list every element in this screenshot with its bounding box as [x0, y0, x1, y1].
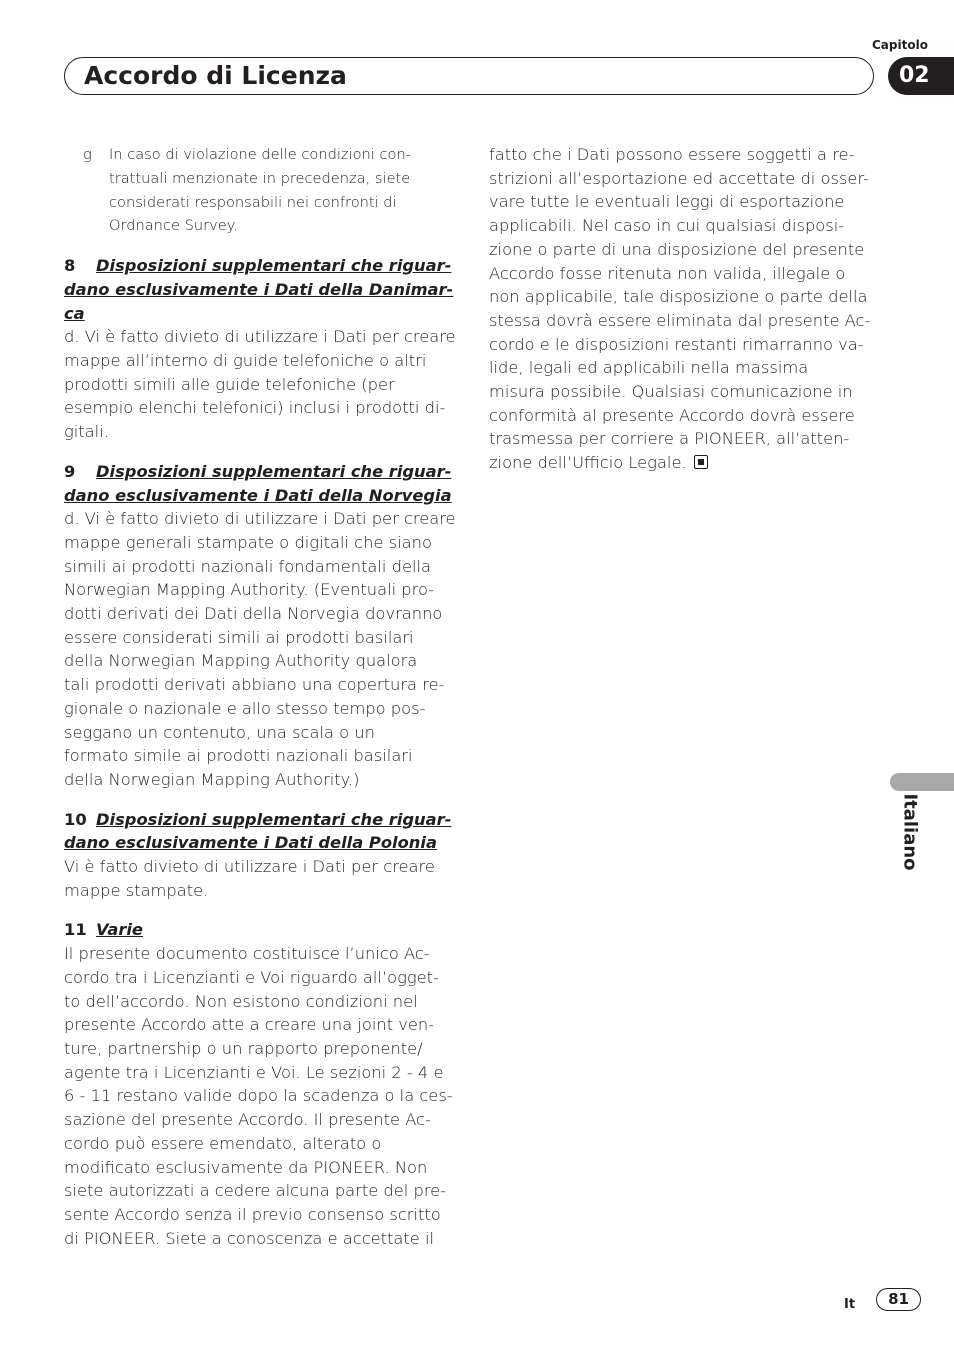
body-line: tali prodotti derivati abbiano una copertura re- [64, 675, 445, 695]
body-line: d. Vi è fatto divieto di utilizzare i Dati per creare [64, 509, 456, 529]
body-line: zione dell’Ufficio Legale. [489, 453, 687, 473]
section-heading [64, 808, 460, 832]
body-line: prodotti simili alle guide telefoniche (per [64, 374, 395, 394]
body-line: conformità al presente Accordo dovrà essere [489, 405, 855, 425]
section-9 [64, 460, 460, 792]
body-line: applicabili. Nel caso in cui qualsiasi disposi- [489, 216, 845, 236]
chapter-label: Capitolo [872, 38, 928, 52]
body-line: non applicabile, tale disposizione o parte della [489, 287, 868, 307]
section-heading [64, 460, 460, 484]
section-title-line: Varie [96, 920, 143, 940]
body-line: della Norwegian Mapping Authority.) [64, 769, 360, 789]
body-line: Vi è fatto divieto di utilizzare i Dati per creare [64, 857, 435, 877]
body-line: modificato esclusivamente da PIONEER. Non [64, 1157, 428, 1177]
body-line: stessa dovrà essere eliminata dal presente Ac- [489, 310, 871, 330]
section-title-line: dano esclusivamente i Dati della Danimar- [64, 279, 454, 299]
body-line: misura possibile. Qualsiasi comunicazione in [489, 382, 853, 402]
body-line: cordo e le disposizioni restanti rimarranno va- [489, 334, 864, 354]
bullet-line: Ordnance Survey. [109, 217, 238, 235]
footer-language-code: It [844, 1297, 856, 1312]
body-line: della Norwegian Mapping Authority qualora [64, 651, 418, 671]
section-title-line: Disposizioni supplementari che riguar- [96, 461, 452, 481]
section-heading [64, 254, 460, 278]
body-line: Accordo fosse ritenuta non valida, illegale o [489, 263, 846, 283]
language-label: Italiano [899, 793, 921, 871]
body-line: cordo tra i Licenzianti e Voi riguardo all’ogget- [64, 967, 439, 987]
section-body [64, 855, 460, 902]
bullet-line: In caso di violazione delle condizioni con- [109, 146, 411, 163]
body-line: fatto che i Dati possono essere soggetti a re- [489, 145, 855, 164]
section-body [64, 325, 460, 444]
section-body [64, 942, 460, 1250]
language-tab [890, 773, 954, 791]
body-line: ture, partnership o un rapporto preponente/ [64, 1038, 423, 1058]
body-line: 6 - 11 restano valide dopo la scadenza o la ces- [64, 1086, 453, 1106]
body-line: di PIONEER. Siete a conoscenza e accettate il [64, 1228, 435, 1248]
page-title: Accordo di Licenza [84, 61, 347, 90]
bullet-mark: g [83, 146, 92, 163]
section-heading [64, 918, 460, 942]
body-line: d. Vi è fatto divieto di utilizzare i Dati per creare [64, 327, 456, 347]
body-line: formato simile ai prodotti nazionali basilari [64, 746, 413, 766]
body-line: sente Accordo senza il previo consenso scritto [64, 1204, 441, 1224]
body-line: zione o parte di una disposizione del presente [489, 239, 865, 259]
body-line: strizioni all’esportazione ed accettate di osser- [489, 168, 869, 188]
body-line: essere considerati simili ai prodotti basilari [64, 627, 414, 647]
body-line: vare tutte le eventuali leggi di esportazione [489, 192, 845, 212]
section-8 [64, 254, 460, 444]
chapter-number-badge: 02 [888, 57, 954, 95]
right-column [489, 143, 881, 475]
body-line: mappe generali stampate o digitali che siano [64, 532, 432, 552]
body-line: lide, legali ed applicabili nella massima [489, 358, 809, 378]
page-number: 81 [876, 1288, 921, 1311]
body-line: mappe all’interno di guide telefoniche o altri [64, 351, 427, 370]
body-line: to dell’accordo. Non esistono condizioni nel [64, 991, 418, 1011]
body-line: simili ai prodotti nazionali fondamentali della [64, 556, 432, 576]
body-line: gionale o nazionale e allo stesso tempo pos- [64, 698, 426, 718]
body-line: mappe stampate. [64, 880, 209, 900]
section-number: 8 [64, 256, 76, 276]
section-number: 11 [64, 920, 87, 940]
bullet-line: trattuali menzionate in precedenza, siete [109, 169, 411, 187]
body-line: seggano un contenuto, una scala o un [64, 722, 375, 742]
section-title-line: ca [64, 303, 85, 323]
left-column [64, 143, 460, 1266]
section-10 [64, 808, 460, 903]
section-title-line: dano esclusivamente i Dati della Norvegia [64, 485, 452, 505]
body-line: trasmessa per corriere a PIONEER, all’atten- [489, 429, 850, 449]
section-title-line: Disposizioni supplementari che riguar- [96, 809, 452, 829]
end-of-section-icon [694, 455, 708, 469]
section-number: 9 [64, 461, 76, 481]
body-line: Il presente documento costituisce l’unico Ac- [64, 944, 430, 964]
section-title-line: dano esclusivamente i Dati della Polonia [64, 833, 437, 853]
bullet-line: considerati responsabili nei confronti di [109, 193, 397, 211]
body-line: gitali. [64, 422, 109, 442]
section-number: 10 [64, 809, 87, 829]
body-line: dotti derivati dei Dati della Norvegia dovranno [64, 604, 443, 624]
section-title-line: Disposizioni supplementari che riguar- [96, 256, 452, 276]
section-11 [64, 918, 460, 1250]
body-line: presente Accordo atte a creare una joint ven- [64, 1015, 435, 1035]
body-line: sazione del presente Accordo. Il presente Ac- [64, 1110, 431, 1130]
body-line: cordo può essere emendato, alterato o [64, 1133, 382, 1153]
body-line: Norwegian Mapping Authority. (Eventuali pro- [64, 580, 435, 600]
body-line: siete autorizzati a cedere alcuna parte del pre- [64, 1181, 447, 1201]
section-body [64, 507, 460, 791]
body-line: agente tra i Licenzianti e Voi. Le sezioni 2 - 4 e [64, 1062, 444, 1082]
body-line: esempio elenchi telefonici) inclusi i prodotti di- [64, 398, 446, 418]
bullet-item [64, 143, 460, 238]
